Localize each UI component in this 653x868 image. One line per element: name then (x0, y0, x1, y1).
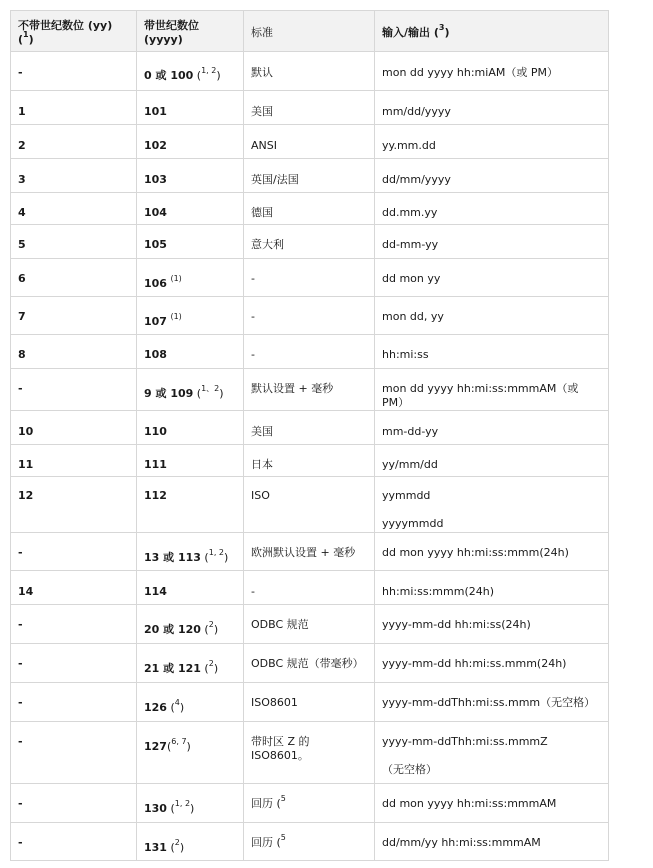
cell-io (375, 52, 609, 91)
cell-yy: - (11, 533, 137, 571)
cell-yy: - (11, 369, 137, 411)
cell-yyyy: 111 (137, 445, 244, 477)
cell-standard: ISO (244, 477, 375, 533)
cell-yyyy: 9 或 109 ($^{1、2}$) (137, 369, 244, 411)
cell-yyyy: 126 ($^4$) (137, 683, 244, 722)
table-row (11, 571, 609, 605)
table-header-row (11, 11, 609, 52)
cell-io (375, 159, 609, 193)
cell-yyyy: 112 (137, 477, 244, 533)
cell-yy: - (11, 823, 137, 861)
cell-yy: 12 (11, 477, 137, 533)
cell-standard: 默认设置 + 毫秒 (244, 369, 375, 411)
cell-yyyy: 101 (137, 91, 244, 125)
cell-standard: 带时区 Z 的 ISO8601。 (244, 722, 375, 784)
cell-yyyy: 104 (137, 193, 244, 225)
cell-io (375, 722, 609, 784)
io-line: dd mon yy (382, 272, 441, 285)
cell-standard: ODBC 规范 (244, 605, 375, 644)
cell-io (375, 125, 609, 159)
cell-standard: 美国 (244, 91, 375, 125)
cell-yyyy: 131 ($^2$) (137, 823, 244, 861)
table-row (11, 193, 609, 225)
io-line: dd-mm-yy (382, 238, 439, 251)
cell-io (375, 605, 609, 644)
cell-yy: - (11, 605, 137, 644)
cell-standard: 美国 (244, 411, 375, 445)
cell-standard: 回历 ($^5$ (244, 823, 375, 861)
cell-standard: ODBC 规范（带毫秒） (244, 644, 375, 683)
cell-yy: - (11, 644, 137, 683)
cell-yyyy: 21 或 121 ($^2$) (137, 644, 244, 683)
cell-standard: 默认 (244, 52, 375, 91)
cell-io (375, 683, 609, 722)
cell-io (375, 335, 609, 369)
cell-io (375, 533, 609, 571)
io-line: dd/mm/yyyy (382, 173, 451, 186)
table-row (11, 225, 609, 259)
io-line: yy/mm/dd (382, 458, 438, 471)
cell-standard: 意大利 (244, 225, 375, 259)
cell-io (375, 91, 609, 125)
table-row (11, 533, 609, 571)
table-row (11, 297, 609, 335)
table-row (11, 125, 609, 159)
cell-standard: 欧洲默认设置 + 毫秒 (244, 533, 375, 571)
cell-yyyy: 110 (137, 411, 244, 445)
cell-io (375, 225, 609, 259)
io-line: yyyymmdd (382, 517, 444, 530)
cell-yy: - (11, 52, 137, 91)
cell-yyyy: 105 (137, 225, 244, 259)
header-standard: 标准 (244, 11, 375, 52)
table-row (11, 335, 609, 369)
cell-yy: - (11, 722, 137, 784)
header-yy: 不带世纪数位 (yy) ($^1$) (11, 11, 137, 52)
io-line: yyyy-mm-dd hh:mi:ss(24h) (382, 618, 531, 631)
cell-io (375, 193, 609, 225)
table-row (11, 369, 609, 411)
cell-standard: 德国 (244, 193, 375, 225)
io-line: dd/mm/yy hh:mi:ss:mmmAM (382, 836, 541, 849)
cell-yy: 11 (11, 445, 137, 477)
cell-yyyy: 130 ($^{1, 2}$) (137, 784, 244, 823)
cell-io (375, 411, 609, 445)
io-line: yyyy-mm-dd hh:mi:ss.mmm(24h) (382, 657, 567, 670)
cell-standard: ISO8601 (244, 683, 375, 722)
table-row (11, 784, 609, 823)
cell-yy: 1 (11, 91, 137, 125)
cell-io (375, 477, 609, 533)
cell-yy: - (11, 683, 137, 722)
table-row (11, 445, 609, 477)
table-row (11, 722, 609, 784)
cell-yy: 5 (11, 225, 137, 259)
cell-yy: 7 (11, 297, 137, 335)
cell-io (375, 297, 609, 335)
cell-io (375, 259, 609, 297)
table-row (11, 644, 609, 683)
io-line: hh:mi:ss (382, 348, 429, 361)
cell-io (375, 644, 609, 683)
cell-standard: 英国/法国 (244, 159, 375, 193)
io-line: mm/dd/yyyy (382, 105, 451, 118)
cell-io (375, 571, 609, 605)
cell-standard: - (244, 259, 375, 297)
cell-yy: 3 (11, 159, 137, 193)
io-line: yy.mm.dd (382, 139, 436, 152)
table-row (11, 259, 609, 297)
io-line: mon dd, yy (382, 310, 444, 323)
cell-yyyy: 107 $^{(1)}$ (137, 297, 244, 335)
cell-yyyy: 106 $^{(1)}$ (137, 259, 244, 297)
cell-standard: - (244, 571, 375, 605)
cell-yy: 14 (11, 571, 137, 605)
cell-yyyy: 103 (137, 159, 244, 193)
io-line: dd mon yyyy hh:mi:ss:mmmAM (382, 797, 557, 810)
io-line: dd mon yyyy hh:mi:ss:mmm(24h) (382, 546, 569, 559)
cell-yy: 2 (11, 125, 137, 159)
table-row (11, 683, 609, 722)
cell-yyyy: 102 (137, 125, 244, 159)
io-line: dd.mm.yy (382, 206, 438, 219)
io-line: yyyy-mm-ddThh:mi:ss.mmm（无空格） (382, 696, 596, 709)
cell-io (375, 369, 609, 411)
cell-yy: 8 (11, 335, 137, 369)
table-row (11, 477, 609, 533)
table-row (11, 411, 609, 445)
io-line: mon dd yyyy hh:mi:ss:mmmAM（或 PM） (382, 382, 579, 409)
header-yyyy: 带世纪数位 (yyyy) (137, 11, 244, 52)
cell-yyyy: 20 或 120 ($^2$) (137, 605, 244, 644)
table-row (11, 605, 609, 644)
cell-yyyy: 114 (137, 571, 244, 605)
io-line: yymmdd (382, 489, 431, 502)
io-line: mm-dd-yy (382, 425, 439, 438)
cell-standard: - (244, 297, 375, 335)
io-line: yyyy-mm-ddThh:mi:ss.mmmZ (382, 735, 548, 748)
cell-yy: 10 (11, 411, 137, 445)
date-style-table (10, 10, 609, 861)
cell-standard: 日本 (244, 445, 375, 477)
cell-io (375, 823, 609, 861)
io-line: hh:mi:ss:mmm(24h) (382, 585, 494, 598)
cell-yyyy: 0 或 100 ($^{1, 2}$) (137, 52, 244, 91)
cell-standard: - (244, 335, 375, 369)
cell-io (375, 445, 609, 477)
cell-yyyy: 127($^{6, 7}$) (137, 722, 244, 784)
cell-yy: - (11, 784, 137, 823)
table-row (11, 91, 609, 125)
header-io: 输入/输出 ($^3$) (375, 11, 609, 52)
cell-yy: 6 (11, 259, 137, 297)
table-row (11, 823, 609, 861)
cell-yyyy: 13 或 113 ($^{1, 2}$) (137, 533, 244, 571)
cell-yy: 4 (11, 193, 137, 225)
cell-io (375, 784, 609, 823)
io-line: （无空格） (382, 763, 437, 776)
cell-standard: 回历 ($^5$ (244, 784, 375, 823)
cell-yyyy: 108 (137, 335, 244, 369)
table-row (11, 159, 609, 193)
cell-standard: ANSI (244, 125, 375, 159)
io-line: mon dd yyyy hh:miAM（或 PM） (382, 66, 558, 79)
table-row (11, 52, 609, 91)
